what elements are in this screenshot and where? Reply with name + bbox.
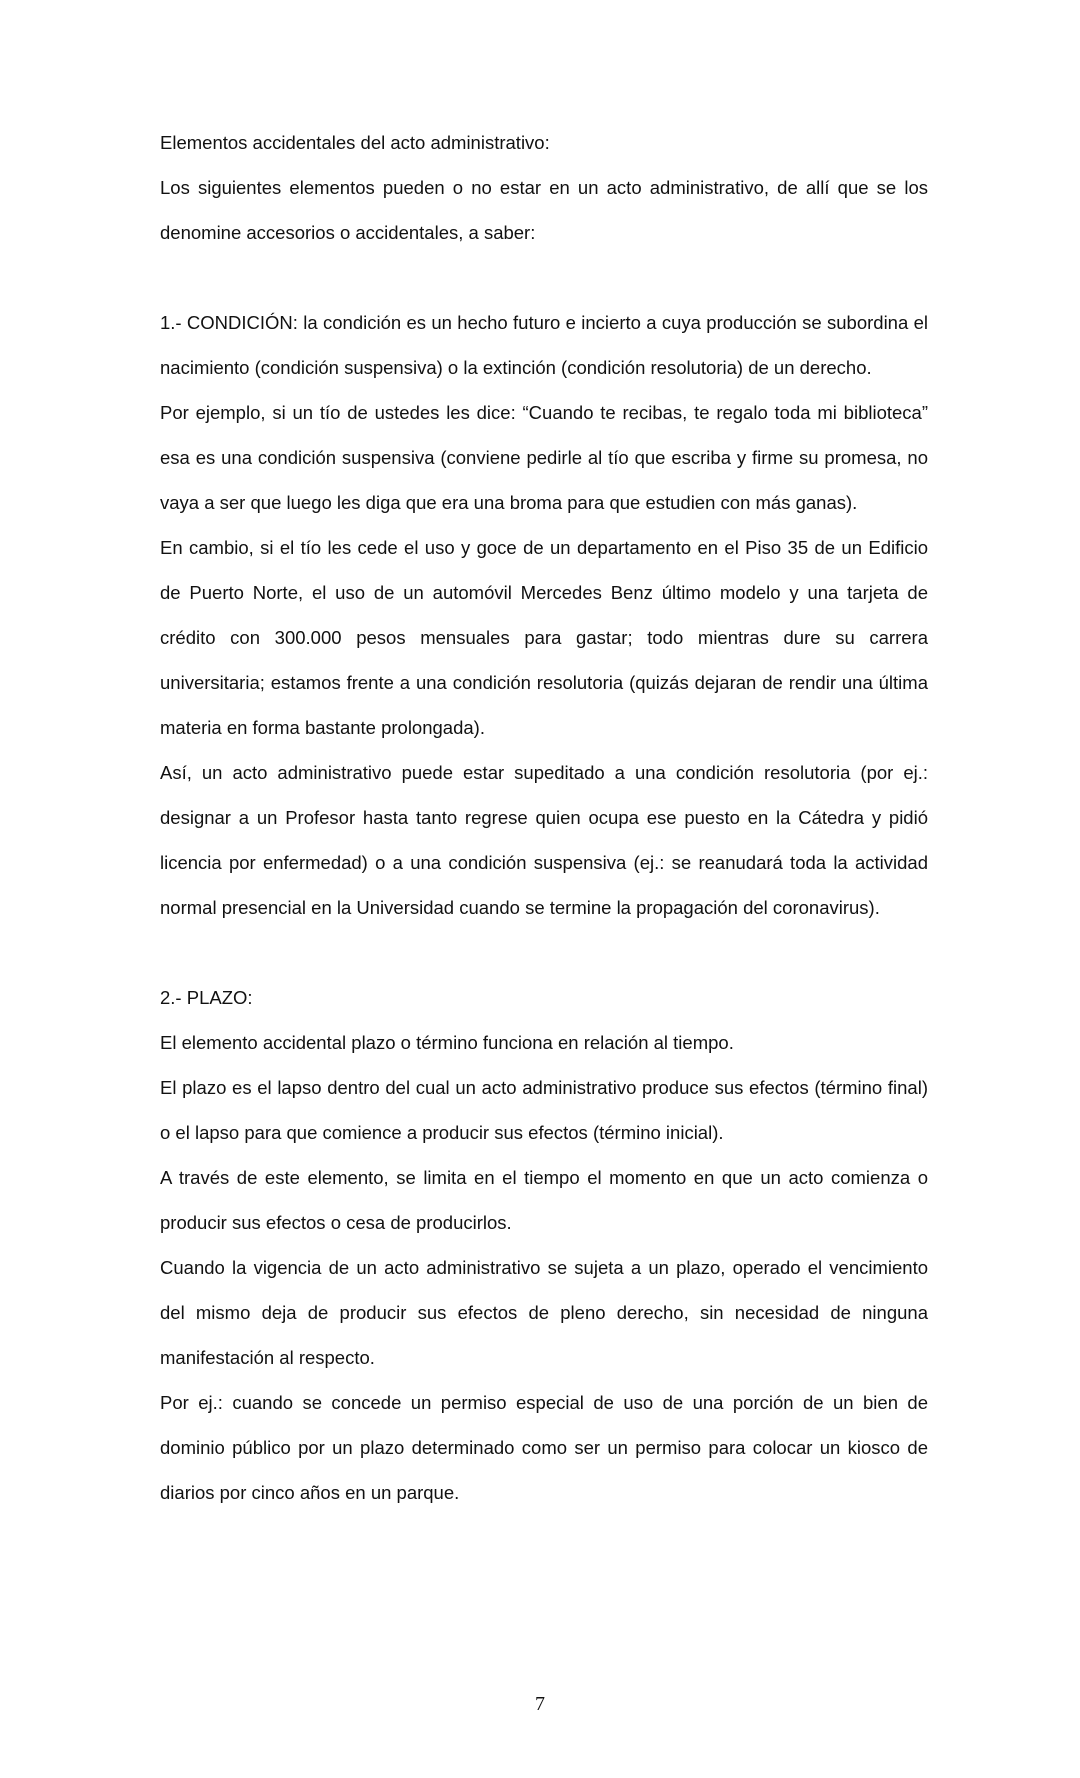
plazo-title: 2.- PLAZO:	[160, 987, 253, 1008]
plazo-example: Por ej.: cuando se concede un permiso especial de uso de una porción de un bien de dominio público por un plazo determinado como ser un permiso para colocar un kiosco de diarios por cinco años en un parque.	[160, 1392, 928, 1503]
section-gap	[160, 255, 928, 300]
plazo-paragraph: El plazo es el lapso dentro del cual un acto administrativo produce sus efectos (término final) o el lapso para que comience a producir sus efectos (término inicial).	[160, 1077, 928, 1143]
intro-title: Elementos accidentales del acto administrativo:	[160, 132, 550, 153]
page-number: 7	[535, 1693, 545, 1715]
plazo-paragraph: El elemento accidental plazo o término funciona en relación al tiempo.	[160, 1032, 734, 1053]
condicion-suspensiva-example: Por ejemplo, si un tío de ustedes les dice: “Cuando te recibas, te regalo toda mi biblioteca” esa es una condición suspensiva (conviene pedirle al tío que escriba y firme su promesa, no vaya a ser que luego les diga que era una broma para que estudien con más ganas).	[160, 402, 928, 513]
intro-paragraph: Los siguientes elementos pueden o no estar en un acto administrativo, de allí que se los denomine accesorios o accidentales, a saber:	[160, 177, 928, 243]
plazo-paragraph: A través de este elemento, se limita en el tiempo el momento en que un acto comienza o producir sus efectos o cesa de producirlos.	[160, 1167, 928, 1233]
condicion-definition: 1.- CONDICIÓN: la condición es un hecho futuro e incierto a cuya producción se subordina el nacimiento (condición suspensiva) o la extinción (condición resolutoria) de un derecho.	[160, 312, 928, 378]
document-page	[160, 120, 928, 1515]
condicion-acto-example: Así, un acto administrativo puede estar supeditado a una condición resolutoria (por ej.: designar a un Profesor hasta tanto regrese quien ocupa ese puesto en la Cátedra y pidió licencia por enfermedad) o a una condición suspensiva (ej.: se reanudará toda la actividad normal presencial en la Universidad cuando se termine la propagación del coronavirus).	[160, 762, 928, 918]
condicion-resolutoria-example: En cambio, si el tío les cede el uso y goce de un departamento en el Piso 35 de un Edificio de Puerto Norte, el uso de un automóvil Mercedes Benz último modelo y una tarjeta de crédito con 300.000 pesos mensuales para gastar; todo mientras dure su carrera universitaria; estamos frente a una condición resolutoria (quizás dejaran de rendir una última materia en forma bastante prolongada).	[160, 537, 928, 738]
plazo-paragraph: Cuando la vigencia de un acto administrativo se sujeta a un plazo, operado el vencimiento del mismo deja de producir sus efectos de pleno derecho, sin necesidad de ninguna manifestación al respecto.	[160, 1257, 928, 1368]
section-gap	[160, 930, 928, 975]
